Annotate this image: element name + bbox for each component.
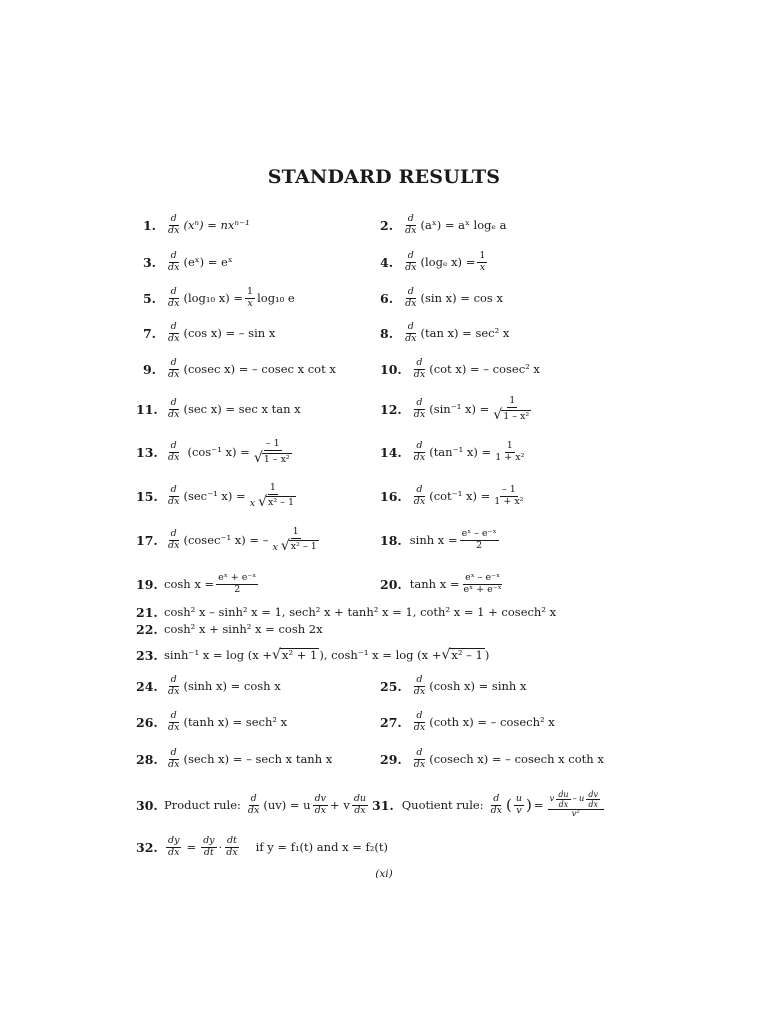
derivative-operator: $\frac{d}{dx}$ [168,483,180,507]
derivative-operator: $\frac{d}{dx}$ [490,792,503,816]
derivative-operator: $\frac{d}{dx}$ [168,709,180,733]
formula-text: (cosh x) = sinh x [429,679,527,693]
formula-16 [380,480,528,512]
fraction: $\frac{\text{eˣ – e⁻ˣ}}{\text{eˣ + e⁻ˣ}}$ [463,571,502,595]
formula-text: (coth x) = – cosech² x [429,715,555,729]
formula-number: 9. [142,361,156,377]
formula-number: 22. [136,621,158,637]
derivative-operator: $\frac{d}{dx}$ [413,483,426,507]
formula-4 [380,249,489,275]
formula-9 [136,356,336,382]
formula-number: 14. [380,444,402,460]
fraction: $\frac{\text{eˣ + e⁻ˣ}}{2}$ [218,571,257,595]
formula-number: 4. [380,254,394,270]
formula-text: Quotient rule: [401,798,484,812]
formula-number: 25. [380,678,402,694]
formula-number: 7. [142,325,156,341]
formula-number: 15. [136,488,158,504]
formula-text: (cot x) = – cosec² x [429,362,540,376]
derivative-operator: $\frac{d}{dx}$ [413,673,426,697]
derivative-operator: $\frac{d}{dx}$ [168,212,180,236]
fraction: $\frac{dv}{dx}$ [314,792,327,816]
formula-text: ) [484,648,490,662]
formula-29 [380,746,604,772]
derivative-operator: $\frac{d}{dx}$ [168,396,180,420]
formula-number: 29. [380,751,402,767]
page-number: (xi) [375,868,393,880]
formula-number: 6. [380,290,394,306]
right-paren: ) [526,795,532,814]
quotient-fraction: v $\frac{du}{dx}$ – u $\frac{dv}{dx}$ v² [548,790,604,820]
square-root: √ x² + 1 [272,647,318,664]
page-title: STANDARD RESULTS [267,166,501,188]
derivative-operator: $\frac{d}{dx}$ [168,356,180,380]
formula-number: 27. [380,714,402,730]
equals-sign: = [533,798,544,812]
formula-14 [380,436,528,468]
fraction: $\frac{dt}{dx}$ [226,834,238,858]
formula-number: 3. [142,254,156,270]
derivative-operator: $\frac{d}{dx}$ [168,673,180,697]
formula-number: 10. [380,361,402,377]
formula-text: (cos⁻¹ x) = [187,445,250,459]
fraction: 1 x √ x² – 1 [249,481,294,510]
formula-number: 32. [136,839,158,855]
derivative-operator: $\frac{d}{dx}$ [168,285,180,309]
fraction: 1 x √ x² – 1 [272,525,317,554]
formula-text: (logₑ x) = [420,255,476,269]
formula-text: cosh² x – sinh² x = 1, sech² x + tanh² x = 1, coth² x = 1 + cosech² x [164,605,557,619]
derivative-operator: $\frac{d}{dx}$ [413,709,426,733]
formula-24 [136,673,281,699]
formula-26 [136,709,287,735]
formula-text: (sech x) = – sech x tanh x [183,752,333,766]
formula-text: tanh x = [409,577,460,591]
fraction: $\frac{1}{x}$ [247,285,254,309]
formula-22 [136,621,323,637]
formula-3 [136,249,233,275]
formula-text: if y = f₁(t) and x = f₂(t) [255,840,388,854]
fraction: $\frac{dy}{dt}$ [203,834,215,858]
formula-text: (sinh x) = cosh x [183,679,281,693]
derivative-operator: $\frac{d}{dx}$ [247,792,260,816]
formula-1 [136,212,250,238]
formula-text: (tanh x) = sech² x [183,715,288,729]
formula-number: 5. [142,290,156,306]
formula-text: cosh² x + sinh² x = cosh 2x [164,622,323,636]
formula-text: · [218,840,223,854]
formula-number: 13. [136,444,158,460]
formula-27 [380,709,555,735]
formula-2 [380,212,506,238]
formula-text: (cot⁻¹ x) = [429,489,491,503]
formula-number: 20. [380,576,402,592]
formula-number: 23. [136,647,158,663]
formula-number: 8. [380,325,394,341]
formula-number: 30. [136,797,158,813]
formula-7 [136,320,275,346]
formula-25 [380,673,526,699]
formula-number: 26. [136,714,158,730]
formula-10 [380,356,540,382]
formula-number: 28. [136,751,158,767]
fraction: $\frac{u}{v}$ [515,792,522,816]
formula-text: (aˣ) = aˣ logₑ a [420,218,507,232]
formula-number: 31. [372,797,394,813]
formula-text: (cos x) = – sin x [183,326,276,340]
formula-text: = [186,840,197,854]
derivative-operator: $\frac{d}{dx}$ [168,439,180,463]
formula-21 [136,604,556,620]
derivative-operator: $\frac{d}{dx}$ [413,746,426,770]
formula-text: ), cosh⁻¹ x = log (x + [319,648,442,662]
formula-text: (tan⁻¹ x) = [429,445,492,459]
formula-number: 2. [380,217,394,233]
formula-text: Product rule: [164,798,241,812]
formula-15 [136,480,300,512]
formula-32 [136,833,388,861]
derivative-operator: $\frac{d}{dx}$ [168,527,180,551]
derivative-operator: $\frac{d}{dx}$ [168,746,180,770]
formula-17 [136,524,323,556]
formula-6 [380,285,503,311]
formula-23 [136,644,489,666]
formula-text: log₁₀ e [257,291,295,305]
formula-number: 1. [142,217,156,233]
formula-text: (cosec x) = – cosec x cot x [183,362,336,376]
formula-number: 21. [136,604,158,620]
formula-number: 12. [380,401,402,417]
formula-text: cosh x = [164,577,215,591]
fraction: $\frac{1}{\text{1 + x²}}$ [495,439,525,463]
formula-text: (tan x) = sec² x [420,326,510,340]
formula-text: (sin⁻¹ x) = [429,402,490,416]
derivative-operator: $\frac{d}{dx}$ [405,249,417,273]
fraction: $\frac{1}{x}$ [479,249,486,273]
left-paren: ( [506,795,512,814]
formula-20 [380,569,506,599]
formula-13 [136,436,296,468]
formula-text: (sin x) = cos x [420,291,503,305]
fraction: – 1 √ 1 – x² [253,438,290,466]
derivative-operator: $\frac{d}{dx}$ [413,396,426,420]
formula-text: (uv) = u [263,798,311,812]
fraction: $\frac{- 1}{\text{1 + x²}}$ [494,483,524,507]
derivative-operator: $\frac{d}{dx}$ [413,439,426,463]
formula-19 [136,569,260,599]
fraction: $\frac{dy}{dx}$ [168,834,180,858]
derivative-operator: $\frac{d}{dx}$ [168,320,180,344]
formula-text: (cosec⁻¹ x) = – [183,533,269,547]
formula-number: 18. [380,532,402,548]
formula-text: + v [330,798,350,812]
formula-text: (sec x) = sec x tan x [183,402,301,416]
formula-18 [380,524,501,556]
fraction: $\frac{du}{dx}$ [353,792,367,816]
fraction: $\frac{\text{eˣ – e⁻ˣ}}{2}$ [461,527,497,551]
formula-number: 24. [136,678,158,694]
formula-text: (cosech x) = – cosech x coth x [429,752,604,766]
formula-number: 16. [380,488,402,504]
derivative-operator: $\frac{d}{dx}$ [168,249,180,273]
formula-number: 17. [136,532,158,548]
derivative-operator: $\frac{d}{dx}$ [405,212,417,236]
formula-text: sinh x = [409,533,458,547]
formula-8 [380,320,509,346]
square-root: √ x² – 1 [441,647,483,664]
formula-number: 11. [136,401,158,417]
formula-number: 19. [136,576,158,592]
fraction: 1 √ 1 – x² [493,395,530,423]
derivative-operator: $\frac{d}{dx}$ [405,285,417,309]
formula-11 [136,394,301,424]
formula-text: (sec⁻¹ x) = [183,489,246,503]
formula-31 [372,784,606,826]
formula-30 [136,784,370,826]
formula-text: (eˣ) = eˣ [183,255,233,269]
formula-12 [380,394,535,424]
derivative-operator: $\frac{d}{dx}$ [413,356,426,380]
derivative-operator: $\frac{d}{dx}$ [405,320,417,344]
formula-5 [136,285,295,311]
formula-text: (xⁿ) = nxⁿ⁻¹ [183,218,250,232]
formula-text: sinh⁻¹ x = log (x + [164,648,273,662]
formula-28 [136,746,332,772]
formula-text: (log₁₀ x) = [183,291,244,305]
